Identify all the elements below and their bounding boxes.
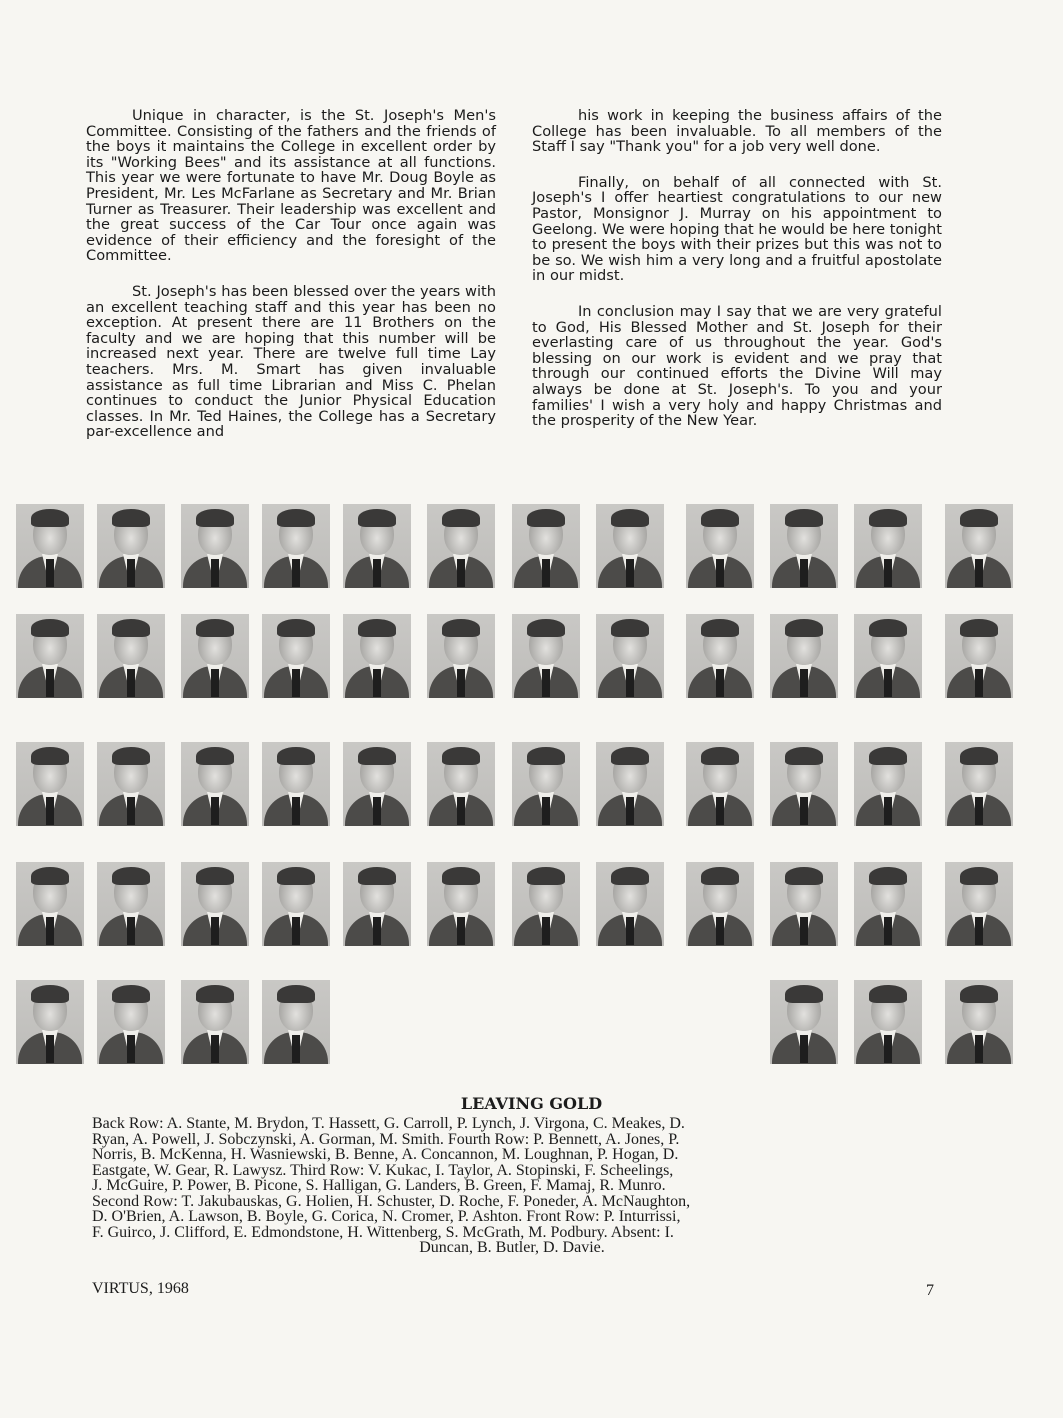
portrait-tie [626, 917, 634, 945]
portrait-tie [292, 669, 300, 697]
portrait-tie [884, 797, 892, 825]
student-portrait [97, 504, 165, 588]
student-portrait [262, 862, 330, 946]
student-portrait [427, 504, 495, 588]
portrait-tie [292, 917, 300, 945]
portrait-tie [975, 559, 983, 587]
student-portrait [97, 614, 165, 698]
portrait-hair [31, 747, 69, 765]
portrait-hair [358, 509, 396, 527]
student-portrait [97, 742, 165, 826]
portrait-tie [46, 559, 54, 587]
portrait-hair [196, 619, 234, 637]
student-portrait [686, 504, 754, 588]
portrait-hair [869, 985, 907, 1003]
portrait-tie [292, 797, 300, 825]
student-portrait [770, 504, 838, 588]
portrait-hair [869, 509, 907, 527]
portrait-tie [46, 1035, 54, 1063]
student-portrait [770, 742, 838, 826]
portrait-hair [527, 867, 565, 885]
portrait-hair [611, 747, 649, 765]
portrait-tie [884, 917, 892, 945]
portrait-hair [112, 985, 150, 1003]
portrait-tie [800, 669, 808, 697]
portrait-hair [277, 985, 315, 1003]
portrait-tie [373, 559, 381, 587]
portrait-tie [716, 797, 724, 825]
portrait-tie [800, 797, 808, 825]
portrait-tie [716, 559, 724, 587]
publication-footer: VIRTUS, 1968 [92, 1280, 189, 1297]
portrait-hair [527, 619, 565, 637]
portrait-hair [960, 747, 998, 765]
portrait-hair [277, 509, 315, 527]
portrait-tie [542, 669, 550, 697]
portrait-tie [373, 917, 381, 945]
portrait-hair [31, 867, 69, 885]
portrait-tie [457, 917, 465, 945]
caption-line: Duncan, B. Butler, D. Davie. [419, 1239, 605, 1256]
portrait-tie [127, 669, 135, 697]
student-portrait [770, 614, 838, 698]
student-portrait [16, 614, 84, 698]
portrait-tie [457, 797, 465, 825]
paragraph: Finally, on behalf of all connected with St. Joseph's I offer heartiest congratulations to our new Pastor, Monsignor J. Murray on his appointment to Geelong. We were hoping that he would be here tonight to present the boys with their prizes but this was not to be so. We wish him a very long and a fruitful apostolate in our midst. [532, 173, 942, 285]
caption-line: Eastgate, W. Gear, R. Lawysz. Third Row: V. Kukac, I. Taylor, A. Stopinski, F. Scheelings, [92, 1161, 674, 1179]
portrait-tie [542, 559, 550, 587]
student-portrait [181, 742, 249, 826]
paragraph: his work in keeping the business affairs of the College has been invaluable. To all members of the Staff I say "Thank you" for a job very well done. [532, 107, 942, 156]
student-portrait [427, 862, 495, 946]
paragraph: St. Joseph's has been blessed over the years with an excellent teaching staff and this year has been no exception. At present there are 11 Brothers on the faculty and we are hoping that this number will be increased next year. There are twelve full time Lay teachers. Mrs. M. Smart has given invaluable assistance as full time Librarian and Miss C. Phelan continues to conduct the Junior Physical Education classes. In Mr. Ted Haines, the College has a Secretary par-excellence and [86, 282, 496, 441]
student-portrait [596, 862, 664, 946]
student-portrait [512, 614, 580, 698]
portrait-tie [292, 1035, 300, 1063]
student-portrait [596, 504, 664, 588]
student-portrait [16, 980, 84, 1064]
portrait-hair [31, 619, 69, 637]
student-portrait [343, 742, 411, 826]
portrait-hair [442, 509, 480, 527]
portrait-hair [277, 747, 315, 765]
student-portrait [596, 742, 664, 826]
portrait-tie [211, 559, 219, 587]
portrait-hair [196, 867, 234, 885]
portrait-tie [975, 1035, 983, 1063]
portrait-hair [785, 747, 823, 765]
portrait-tie [626, 559, 634, 587]
portrait-tie [975, 917, 983, 945]
student-portrait [262, 980, 330, 1064]
student-portrait [97, 980, 165, 1064]
portrait-tie [884, 1035, 892, 1063]
portrait-tie [542, 917, 550, 945]
student-portrait [854, 980, 922, 1064]
student-portrait [16, 504, 84, 588]
portrait-hair [960, 985, 998, 1003]
student-portrait [512, 504, 580, 588]
portrait-hair [611, 509, 649, 527]
student-portrait [512, 862, 580, 946]
portrait-tie [127, 917, 135, 945]
caption-line: Ryan, A. Powell, J. Sobczynski, A. Gorman, M. Smith. Fourth Row: P. Bennett, A. Jones, P. [92, 1130, 680, 1148]
portrait-hair [611, 867, 649, 885]
portrait-tie [457, 669, 465, 697]
student-portrait [854, 504, 922, 588]
portrait-tie [626, 797, 634, 825]
student-portrait [181, 614, 249, 698]
paragraph: In conclusion may I say that we are very grateful to God, His Blessed Mother and St. Joseph for their everlasting care of us throughout the year. God's blessing on our work is evident and we pray that through our continued efforts the Divine Will may always be done at St. Joseph's. To you and your families' I wish a very holy and happy Christmas and the prosperity of the New Year. [532, 302, 942, 430]
student-portrait [945, 742, 1013, 826]
portrait-hair [112, 619, 150, 637]
student-portrait [770, 862, 838, 946]
portrait-tie [542, 797, 550, 825]
portrait-hair [196, 509, 234, 527]
student-portrait [343, 862, 411, 946]
student-portrait [16, 742, 84, 826]
portrait-tie [211, 669, 219, 697]
caption-text [92, 1116, 932, 1256]
portrait-hair [112, 509, 150, 527]
portrait-hair [277, 619, 315, 637]
student-portrait [945, 980, 1013, 1064]
portrait-tie [457, 559, 465, 587]
portrait-hair [442, 867, 480, 885]
portrait-tie [46, 797, 54, 825]
portrait-hair [196, 747, 234, 765]
student-portrait [343, 504, 411, 588]
portrait-tie [127, 1035, 135, 1063]
caption-line: Second Row: T. Jakubauskas, G. Holien, H. Schuster, D. Roche, F. Poneder, A. McNaughton, [92, 1192, 691, 1210]
portrait-hair [869, 747, 907, 765]
student-portrait [427, 614, 495, 698]
portrait-tie [292, 559, 300, 587]
student-portrait [262, 742, 330, 826]
caption-title: LEAVING GOLD [460, 1094, 603, 1113]
portrait-tie [127, 559, 135, 587]
portrait-tie [800, 917, 808, 945]
left-text-column [86, 108, 496, 460]
portrait-hair [442, 619, 480, 637]
portrait-hair [960, 509, 998, 527]
portrait-hair [277, 867, 315, 885]
student-portrait [596, 614, 664, 698]
student-portrait [854, 614, 922, 698]
portrait-hair [358, 747, 396, 765]
student-portrait [181, 504, 249, 588]
caption-line: J. McGuire, P. Power, B. Picone, S. Halligan, G. Landers, B. Green, F. Mamaj, R. Munro. [92, 1177, 666, 1194]
paragraph: Unique in character, is the St. Joseph's Men's Committee. Consisting of the fathers and the friends of the boys it maintains the College in excellent order by its "Working Bees" and its assistance at all functions. This year we were fortunate to have Mr. Doug Boyle as President, Mr. Les McFarlane as Secretary and Mr. Brian Turner as Treasurer. Their leadership was excellent and the great success of the Car Tour once again was evidence of their efficiency and the foresight of the Committee. [86, 107, 496, 265]
portrait-hair [785, 985, 823, 1003]
portrait-tie [716, 669, 724, 697]
portrait-tie [46, 669, 54, 697]
portrait-tie [211, 1035, 219, 1063]
portrait-tie [211, 917, 219, 945]
portrait-hair [785, 509, 823, 527]
portrait-tie [800, 559, 808, 587]
student-portrait [945, 862, 1013, 946]
portrait-hair [701, 619, 739, 637]
portrait-tie [373, 669, 381, 697]
student-portrait [686, 614, 754, 698]
student-portrait [181, 980, 249, 1064]
portrait-hair [785, 619, 823, 637]
student-portrait [343, 614, 411, 698]
student-portrait [16, 862, 84, 946]
portrait-tie [884, 559, 892, 587]
portrait-hair [112, 867, 150, 885]
student-portrait [512, 742, 580, 826]
portrait-tie [975, 797, 983, 825]
portrait-tie [800, 1035, 808, 1063]
portrait-hair [31, 985, 69, 1003]
portrait-hair [358, 867, 396, 885]
student-portrait [770, 980, 838, 1064]
portrait-hair [869, 619, 907, 637]
portrait-tie [884, 669, 892, 697]
right-text-column [532, 108, 942, 449]
portrait-tie [716, 917, 724, 945]
portrait-hair [31, 509, 69, 527]
portrait-tie [975, 669, 983, 697]
portrait-tie [626, 669, 634, 697]
page-number: 7 [926, 1282, 934, 1299]
portrait-tie [211, 797, 219, 825]
student-portrait [854, 862, 922, 946]
portrait-hair [701, 867, 739, 885]
portrait-hair [960, 619, 998, 637]
student-portrait [427, 742, 495, 826]
portrait-hair [960, 867, 998, 885]
student-portrait [686, 862, 754, 946]
caption-line: D. O'Brien, A. Lawson, B. Boyle, G. Corica, N. Cromer, P. Ashton. Front Row: P. Inturrissi, [92, 1208, 681, 1225]
caption-line: Norris, B. McKenna, H. Wasniewski, B. Benne, A. Concannon, M. Loughnan, P. Hogan, D. [92, 1146, 679, 1163]
portrait-tie [127, 797, 135, 825]
portrait-hair [527, 747, 565, 765]
portrait-hair [611, 619, 649, 637]
portrait-hair [785, 867, 823, 885]
portrait-hair [196, 985, 234, 1003]
caption-line: Back Row: A. Stante, M. Brydon, T. Hassett, G. Carroll, P. Lynch, J. Virgona, C. Meakes, D. [92, 1115, 685, 1132]
student-portrait [854, 742, 922, 826]
student-portrait [945, 614, 1013, 698]
student-portrait [945, 504, 1013, 588]
portrait-hair [527, 509, 565, 527]
student-portrait [686, 742, 754, 826]
portrait-hair [701, 747, 739, 765]
portrait-hair [701, 509, 739, 527]
student-portrait [262, 504, 330, 588]
student-portrait [181, 862, 249, 946]
portrait-hair [442, 747, 480, 765]
portrait-hair [112, 747, 150, 765]
student-portrait [97, 862, 165, 946]
portrait-hair [358, 619, 396, 637]
portrait-tie [46, 917, 54, 945]
portrait-tie [373, 797, 381, 825]
student-portrait [262, 614, 330, 698]
caption-line: F. Guirco, J. Clifford, E. Edmondstone, H. Wittenberg, S. McGrath, M. Podbury. Absent: I. [92, 1223, 674, 1241]
portrait-hair [869, 867, 907, 885]
